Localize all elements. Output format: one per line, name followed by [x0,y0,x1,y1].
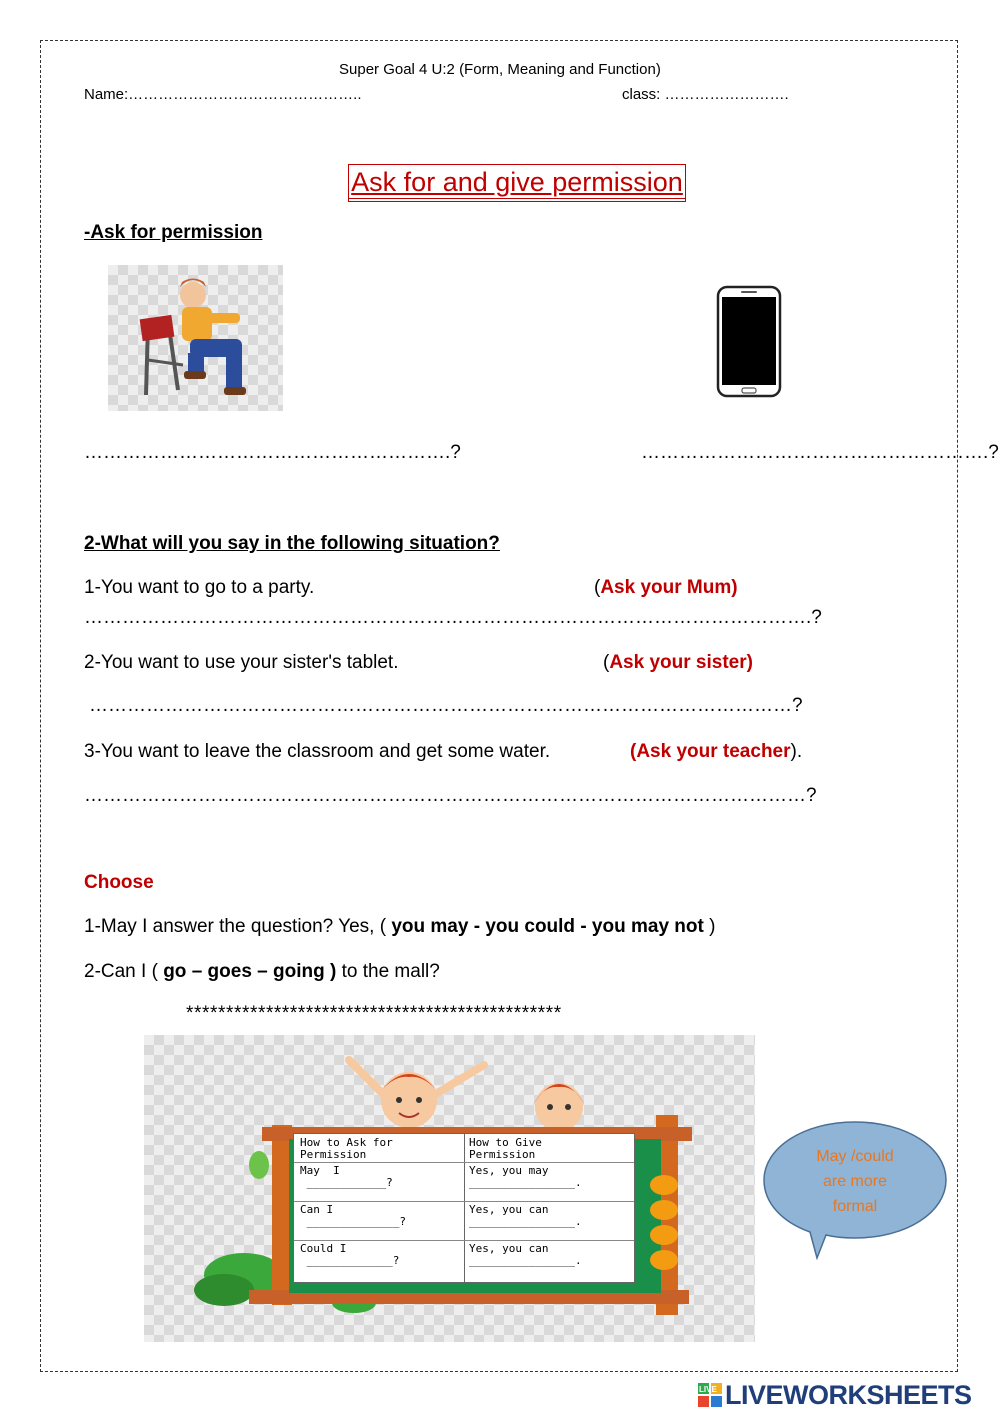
board-give-3: Yes, you can ________________. [469,1242,582,1267]
logo-text: LIVEWORKSHEETS [725,1380,972,1410]
situation-1-hint: (Ask your Mum) [594,577,738,598]
phone-image [716,285,782,398]
board-ask-1: May I ____________? [300,1164,393,1189]
board-ask-2: Can I ______________? [300,1203,406,1228]
smartphone-icon [716,285,782,398]
choose-options-2[interactable]: go – goes – going ) [163,961,337,982]
boy-chair-icon [108,265,283,411]
answer-line-1[interactable]: ………………………………………………….? [84,442,461,463]
situation-3: 3-You want to leave the classroom and get some water. [84,741,551,762]
board-give-1: Yes, you may ________________. [469,1164,582,1189]
board-header-ask: How to Ask for Permission [300,1136,393,1161]
situation-2: 2-You want to use your sister's tablet. [84,652,399,673]
boy-chair-image [108,265,283,411]
board-ask-3: Could I _____________? [300,1242,400,1267]
choose-heading: Choose [84,872,154,893]
permission-table [293,1133,635,1283]
board-header-give: How to Give Permission [469,1136,542,1161]
situation-1: 1-You want to go to a party. [84,577,315,598]
course-title: Super Goal 4 U:2 (Form, Meaning and Function) [339,61,661,78]
bubble-text: May /could are more formal [816,1148,894,1215]
situation-3-hint: (Ask your teacher). [630,741,803,762]
situation-2-hint: (Ask your sister) [603,652,753,673]
page-title: Ask for and give permission [348,164,686,202]
section1-heading: -Ask for permission [84,222,263,243]
situation-1-answer[interactable]: …………………………………………………………………………………………………….? [84,607,822,628]
logo-badge-icon [697,1382,723,1408]
answer-line-2[interactable]: ……………………………………………….? [641,442,999,463]
choose-options-1[interactable]: you may - you could - you may not [391,916,704,937]
name-field[interactable]: Name:……………………………………….. [84,86,362,103]
situation-3-answer[interactable]: ……………………………………………………………………………………………………? [84,785,817,806]
choose-question-2: 2-Can I ( go – goes – going ) to the mall? [84,961,440,982]
section2-heading: 2-What will you say in the following situation? [84,533,500,554]
board-give-2: Yes, you can ________________. [469,1203,582,1228]
star-divider: *********************************************** [186,1003,562,1024]
logo-badge-text: LIVE [699,1385,717,1394]
class-field[interactable]: class: ……………………. [622,86,789,103]
choose-question-1: 1-May I answer the question? Yes, ( you may - you could - you may not ) [84,916,716,937]
situation-2-answer[interactable]: …………………………………………………………………………………………………? [89,695,803,716]
